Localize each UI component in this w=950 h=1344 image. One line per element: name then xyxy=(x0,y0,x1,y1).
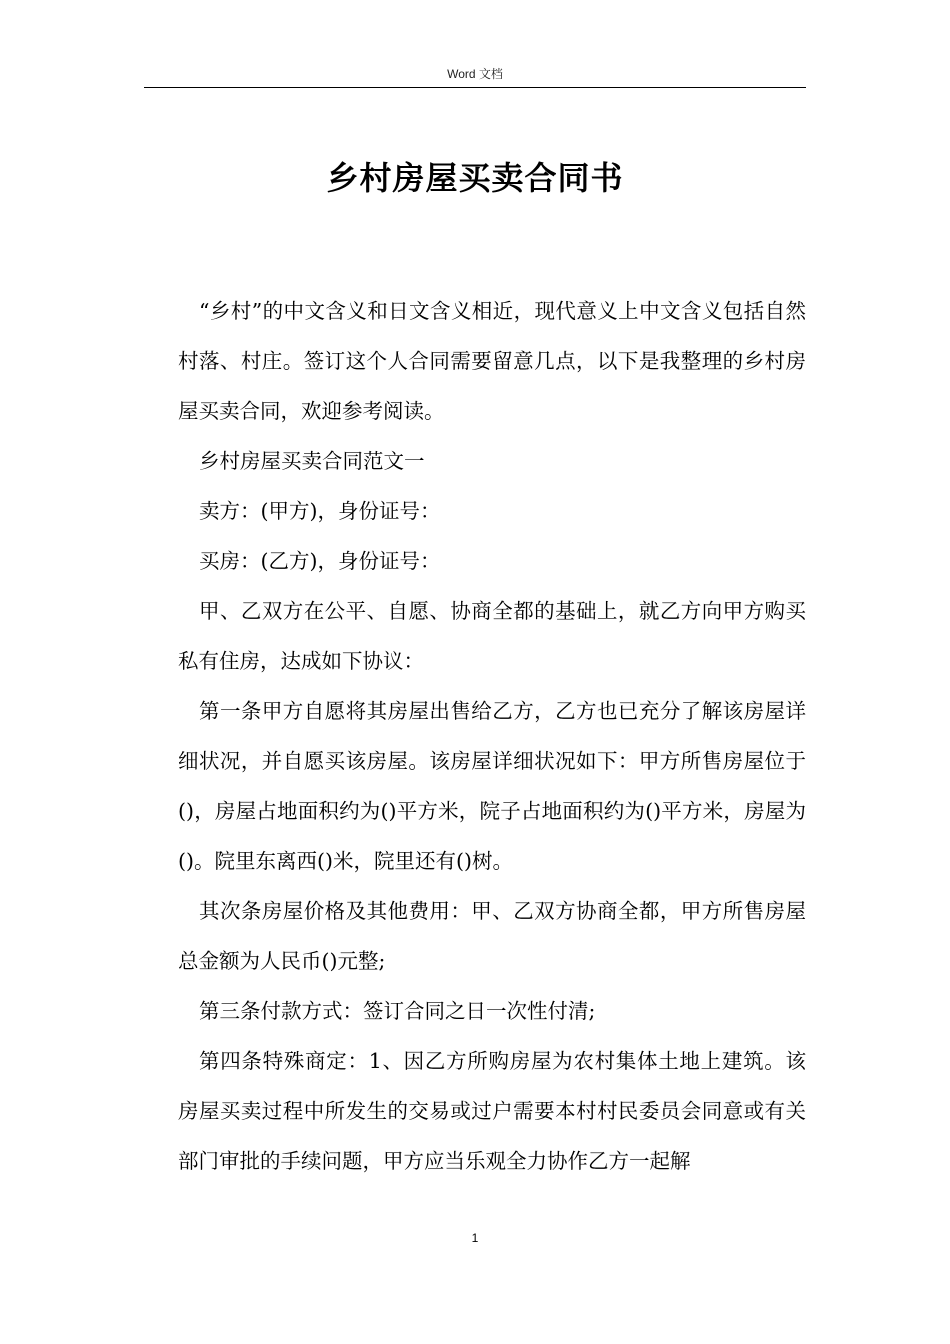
header-divider xyxy=(144,87,806,88)
page-number: 1 xyxy=(471,1231,479,1245)
intro-paragraph: “乡村”的中文含义和日文含义相近，现代意义上中文含义包括自然村落、村庄。签订这个人合同需要留意几点，以下是我整理的乡村房屋买卖合同，欢迎参考阅读。 xyxy=(178,299,806,423)
page-header: Word 文档 xyxy=(447,67,503,81)
article-2: 其次条房屋价格及其他费用：甲、乙双方协商全都，甲方所售房屋总金额为人民币()元整; xyxy=(178,899,806,973)
document-body xyxy=(178,286,806,1186)
article-1: 第一条甲方自愿将其房屋出售给乙方，乙方也已充分了解该房屋详细状况，并自愿买该房屋。该房屋详细状况如下：甲方所售房屋位于()，房屋占地面积约为()平方米，院子占地面积约为()平方米，房屋为()。院里东离西()米，院里还有()树。 xyxy=(178,699,806,873)
sample-heading: 乡村房屋买卖合同范文一 xyxy=(199,449,425,473)
document-title: 乡村房屋买卖合同书 xyxy=(326,159,624,197)
seller-line: 卖方：(甲方)，身份证号： xyxy=(199,499,441,523)
article-4: 第四条特殊商定：1、因乙方所购房屋为农村集体土地上建筑。该房屋买卖过程中所发生的交易或过户需要本村村民委员会同意或有关部门审批的手续问题，甲方应当乐观全力协作乙方一起解 xyxy=(178,1049,806,1173)
article-3: 第三条付款方式：签订合同之日一次性付清; xyxy=(199,999,596,1023)
buyer-line: 买房：(乙方)，身份证号： xyxy=(199,549,441,573)
agreement-preamble: 甲、乙双方在公平、自愿、协商全都的基础上，就乙方向甲方购买私有住房，达成如下协议： xyxy=(178,599,806,673)
